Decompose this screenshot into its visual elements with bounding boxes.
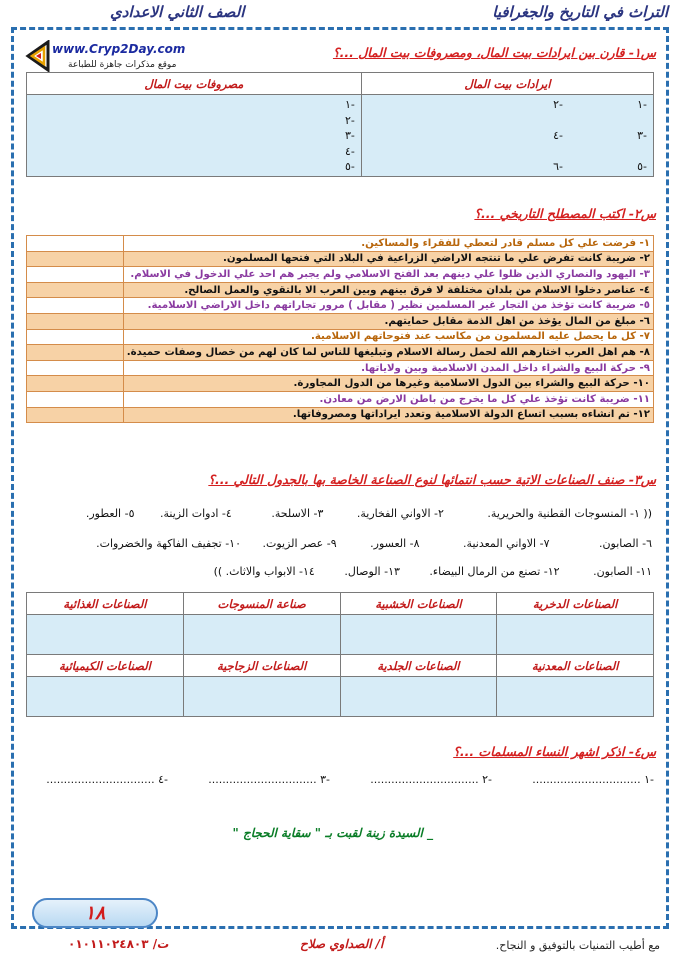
term-answer-cell[interactable]: [27, 329, 124, 345]
expense-numbers: -١ -٢ -٣ -٤ -٥: [345, 98, 355, 173]
logo-site: www.Cryp2Day.com: [52, 42, 186, 56]
footer-phone: ت/ ٠١٠١١٠٢٤٨٠٣: [68, 937, 170, 951]
industries-line-2: ٦- الصابون. ٧- الاواني المعدنية. ٨- العسور. ٩- عصر الزيوت. ١٠- تجفيف الفاكهة والخضروات.: [96, 537, 652, 550]
industry-header: الصناعات الغذائية: [27, 593, 184, 615]
term-row: [27, 407, 654, 423]
term-question: ٧- كل ما يحصل عليه المسلمون من مكاسب عند فتوحاتهم الاسلامية.: [123, 329, 653, 345]
logo-tagline: موقع مذكرات جاهزة للطباعة: [68, 60, 177, 70]
expense-cell[interactable]: [27, 95, 362, 177]
industry-answer-cell[interactable]: [497, 677, 654, 717]
industry-answer-cell[interactable]: [27, 677, 184, 717]
term-answer-cell[interactable]: [27, 391, 124, 407]
revenue-cell[interactable]: [361, 95, 653, 177]
term-question: ١- فرضت علي كل مسلم قادر لتعطي للفقراء والمساكين.: [123, 236, 653, 252]
term-answer-cell[interactable]: [27, 360, 124, 376]
term-row: [27, 360, 654, 376]
industries-table: [26, 592, 654, 717]
term-row: [27, 391, 654, 407]
term-answer-cell[interactable]: [27, 236, 124, 252]
term-answer-cell[interactable]: [27, 298, 124, 314]
term-row: [27, 267, 654, 283]
term-question: ٢- ضريبة كانت تفرض علي ما تنتجه الاراضي الزراعية في البلاد التي فتحها المسلمون.: [123, 251, 653, 267]
industry-header: الصناعات الزجاجية: [183, 655, 340, 677]
footer-wish: مع أطيب التمنيات بالتوفيق و النجاح.: [495, 939, 660, 952]
industry-answer-cell[interactable]: [340, 677, 497, 717]
term-question: ٤- عناصر دخلوا الاسلام من بلدان مختلفة لا فرق بينهم وبين العرب الا بالتقوي والعمل الصالح.: [123, 282, 653, 298]
term-question: ٣- اليهود والنصاري الذين ظلوا علي دينهم بعد الفتح الاسلامي ولم يجبر هم احد علي الدخول في الاسلام.: [123, 267, 653, 283]
term-question: ٦- مبلغ من المال يؤخذ من اهل الذمة مقابل حمايتهم.: [123, 313, 653, 329]
industry-answer-cell[interactable]: [183, 615, 340, 655]
industry-answer-cell[interactable]: [27, 615, 184, 655]
q2-title: س٢- اكتب المصطلح التاريخي ...؟: [474, 206, 656, 221]
term-row: [27, 376, 654, 392]
industry-answer-cell[interactable]: [340, 615, 497, 655]
term-row: [27, 313, 654, 329]
revenue-numbers-mid: -٢ -٤ -٦: [553, 98, 563, 173]
footer-teacher: أ/ الصداوي صلاح: [300, 937, 384, 951]
term-row: [27, 282, 654, 298]
industry-header: الصناعات الدخرية: [497, 593, 654, 615]
q3-title: س٣- صنف الصناعات الاتية حسب انتمائها لنوع الصناعة الخاصة بها بالجدول التالي ...؟: [208, 472, 656, 487]
term-row: [27, 345, 654, 361]
term-question: ١١- ضريبة كانت تؤخذ علي كل ما يخرج من باطن الارض من معادن.: [123, 391, 653, 407]
answer-blank-3[interactable]: -٣ ...............................: [208, 773, 330, 786]
industry-header: صناعة المنسوجات: [183, 593, 340, 615]
subject-title: التراث في التاريخ والجغرافيا: [492, 3, 668, 21]
industries-line-1: (( ١- المنسوجات القطنية والحريرية. ٢- الاواني الفخارية. ٣- الاسلحة. ٤- ادوات الزينة. ٥- العطور.: [85, 507, 652, 520]
revenue-header: ايرادات بيت المال: [361, 73, 653, 95]
q1-title: س١- قارن بين ايرادات بيت المال، ومصروفات بيت المال ...؟: [332, 45, 656, 60]
revenue-numbers: -١ -٣ -٥: [637, 98, 647, 173]
term-row: [27, 251, 654, 267]
term-question: ١٠- حركة البيع والشراء بين الدول الاسلامية وغيرها من الدول المجاورة.: [123, 376, 653, 392]
term-answer-cell[interactable]: [27, 407, 124, 423]
term-question: ٥- ضريبة كانت تؤخذ من التجار غير المسلمين نظير ( مقابل ) مرور تجاراتهم داخل الاراضي الاسلامية.: [123, 298, 653, 314]
answer-blank-4[interactable]: -٤ ...............................: [46, 773, 168, 786]
logo-stripes-icon: [24, 40, 50, 74]
industry-answer-cell[interactable]: [183, 677, 340, 717]
term-answer-cell[interactable]: [27, 282, 124, 298]
term-answer-cell[interactable]: [27, 313, 124, 329]
terms-table: [26, 235, 654, 423]
revenue-expense-table: [26, 72, 654, 177]
answer-blank-2[interactable]: -٢ ...............................: [370, 773, 492, 786]
term-question: ٩- حركة البيع والشراء داخل المدن الاسلامية وبين ولاياتها.: [123, 360, 653, 376]
term-row: [27, 329, 654, 345]
term-question: ٨- هم اهل العرب اختارهم الله لحمل رسالة الاسلام وتبليغها للناس لما كان لهم من خصال وصفات حميدة.: [123, 345, 653, 361]
grade-title: الصف الثاني الاعدادي: [110, 3, 245, 21]
page-number-badge: [32, 898, 158, 928]
term-row: [27, 236, 654, 252]
term-answer-cell[interactable]: [27, 376, 124, 392]
term-answer-cell[interactable]: [27, 345, 124, 361]
term-row: [27, 298, 654, 314]
term-answer-cell[interactable]: [27, 267, 124, 283]
industry-header: الصناعات الكيميائية: [27, 655, 184, 677]
industries-line-3: ١١- الصابون. ١٢- تصنع من الرمال البيضاء. ١٣- الوصال. ١٤- الابواب والاثاث. )): [213, 565, 652, 578]
note-text: _ السيدة زينة لقبت بـ " سقاية الحجاج ": [232, 826, 433, 840]
industry-header: الصناعات المعدنية: [497, 655, 654, 677]
term-answer-cell[interactable]: [27, 251, 124, 267]
page-number: ١٨: [84, 902, 106, 924]
industry-answer-cell[interactable]: [497, 615, 654, 655]
page-header: [0, 0, 680, 28]
answer-blank-1[interactable]: -١ ...............................: [532, 773, 654, 786]
industry-header: الصناعات الجلدية: [340, 655, 497, 677]
industry-header: الصناعات الخشبية: [340, 593, 497, 615]
q4-title: س٤- اذكر اشهر النساء المسلمات ...؟: [453, 744, 656, 759]
expense-header: مصروفات بيت المال: [27, 73, 362, 95]
term-question: ١٢- تم انشاءه بسبب اتساع الدولة الاسلامية وتعدد ايراداتها ومصروفاتها.: [123, 407, 653, 423]
